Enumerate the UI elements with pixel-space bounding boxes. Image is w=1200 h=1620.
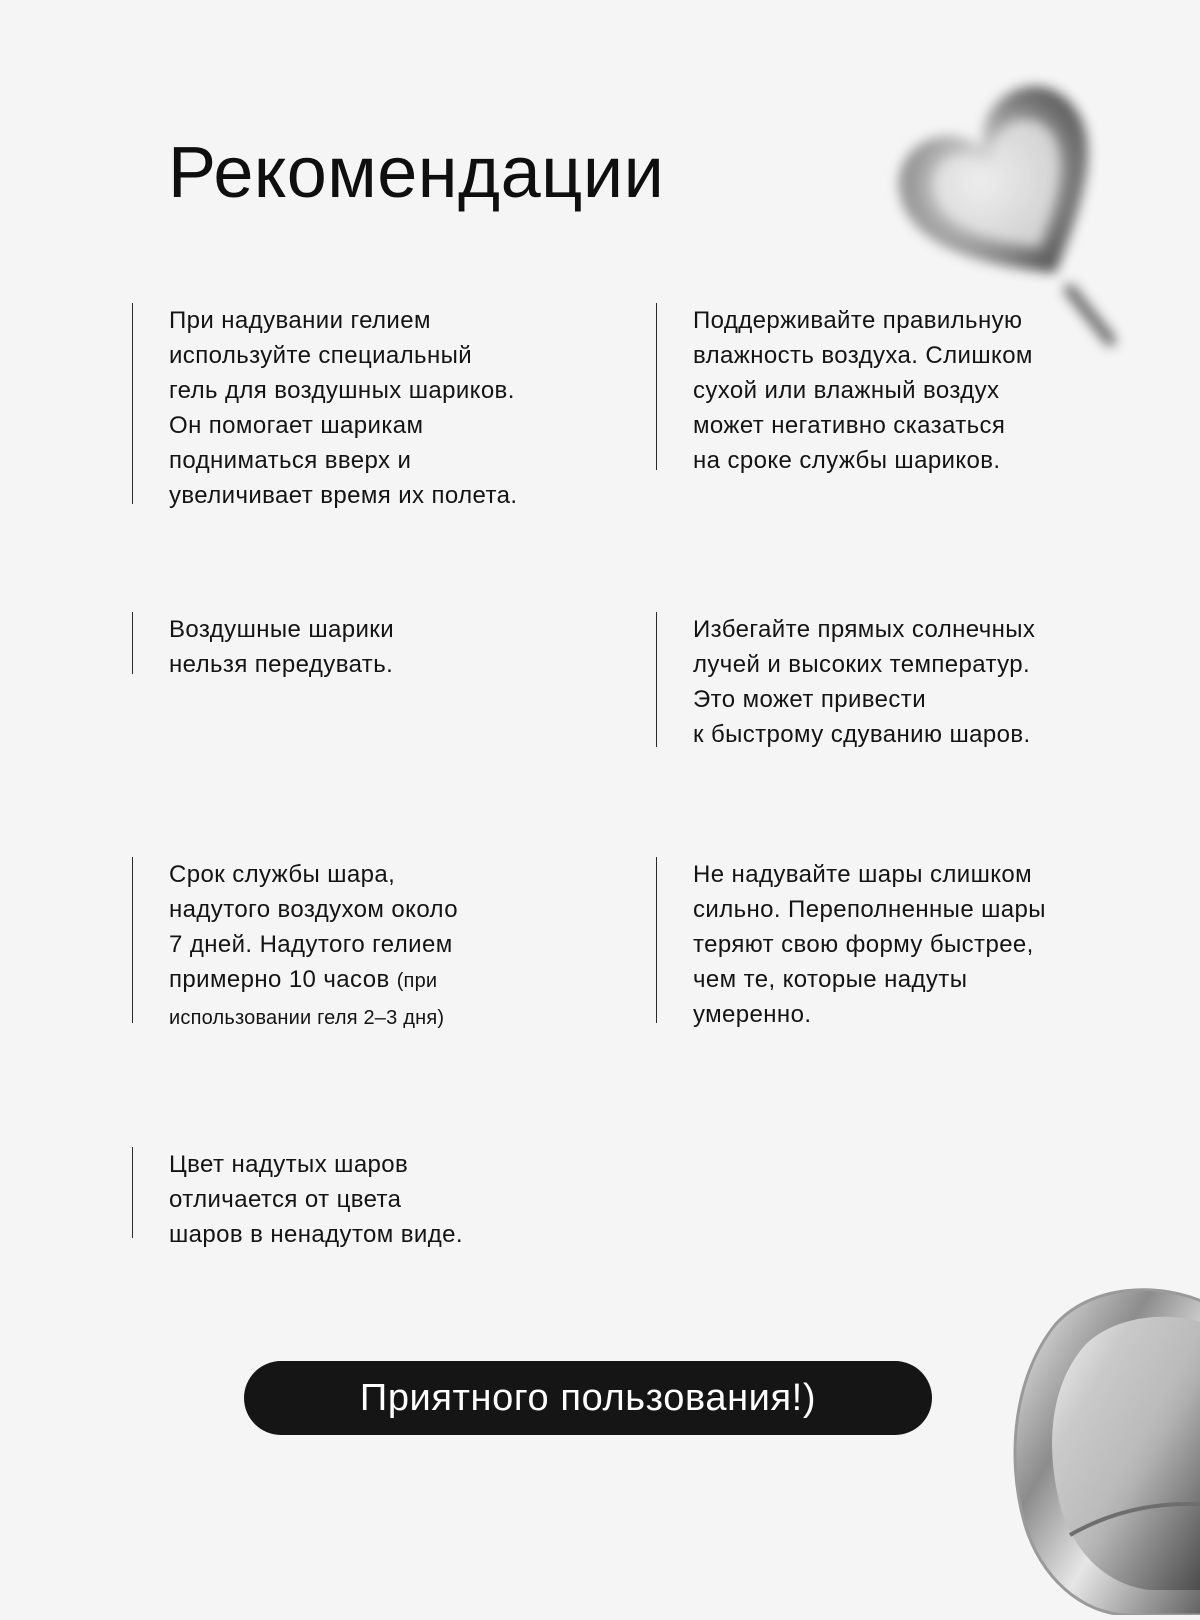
tip-air-humidity: Поддерживайте правильную влажность воздуха. Слишком сухой или влажный воздух может негативно сказаться на сроке службы шариков.	[656, 303, 1116, 470]
tip-helium-gel: При надувании гелием используйте специальный гель для воздушных шариков. Он помогает шарикам подниматься вверх и увеличивает время их полета.	[132, 303, 602, 504]
tip-no-overinflate-air: Воздушные шарики нельзя передувать.	[132, 612, 602, 674]
page-title: Рекомендации	[168, 133, 665, 213]
enjoy-banner-button: Приятного пользования!)	[244, 1361, 932, 1435]
tip-balloon-lifetime-note-2: использовании геля 2–3 дня)	[169, 1007, 445, 1029]
heart-balloon-bottom-icon	[1010, 1285, 1200, 1615]
tip-balloon-lifetime-main: Срок службы шара, надутого воздухом около 7 дней. Надутого гелием примерно 10 часов	[169, 861, 458, 993]
tip-balloon-lifetime	[132, 857, 602, 1029]
tip-moderate-inflation: Не надувайте шары слишком сильно. Переполненные шары теряют свою форму быстрее, чем те, которые надуты умеренно.	[656, 857, 1116, 1023]
tip-balloon-lifetime-note-1: (при	[396, 970, 438, 992]
tip-avoid-sun-heat: Избегайте прямых солнечных лучей и высоких температур. Это может привести к быстрому сдуванию шаров.	[656, 612, 1116, 747]
tip-color-difference: Цвет надутых шаров отличается от цвета шаров в ненадутом виде.	[132, 1147, 602, 1238]
